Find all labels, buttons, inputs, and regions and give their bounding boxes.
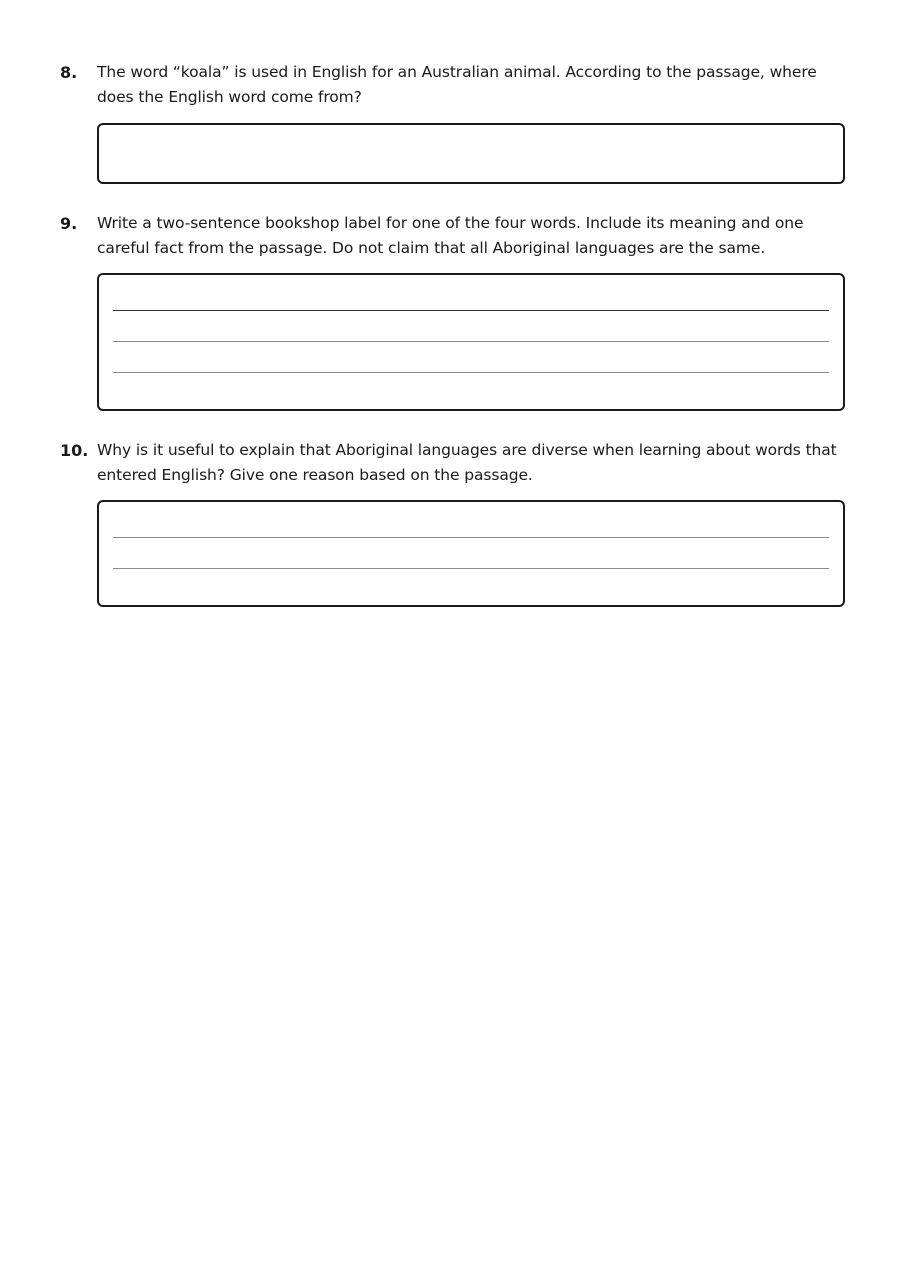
writing-line [113,341,829,342]
question-8 [60,60,850,110]
writing-line [113,537,829,538]
question-number: 10. [60,441,89,460]
answer-box-9[interactable] [97,273,845,411]
question-number: 8. [60,63,78,82]
question-number: 9. [60,214,78,233]
question-10 [60,438,850,488]
question-text: Why is it useful to explain that Aboriginal languages are diverse when learning about words that entered English? Give one reason based on the passage. [97,441,837,484]
question-text: The word “koala” is used in English for an Australian animal. According to the passage, where does the English word come from? [97,63,817,106]
answer-box-8[interactable] [97,123,845,184]
writing-line [113,372,829,373]
question-text: Write a two-sentence bookshop label for one of the four words. Include its meaning and one careful fact from the passage. Do not claim that all Aboriginal languages are the same. [97,214,804,257]
question-9 [60,211,850,261]
answer-box-10[interactable] [97,500,845,607]
writing-line [113,568,829,569]
writing-line [113,310,829,311]
